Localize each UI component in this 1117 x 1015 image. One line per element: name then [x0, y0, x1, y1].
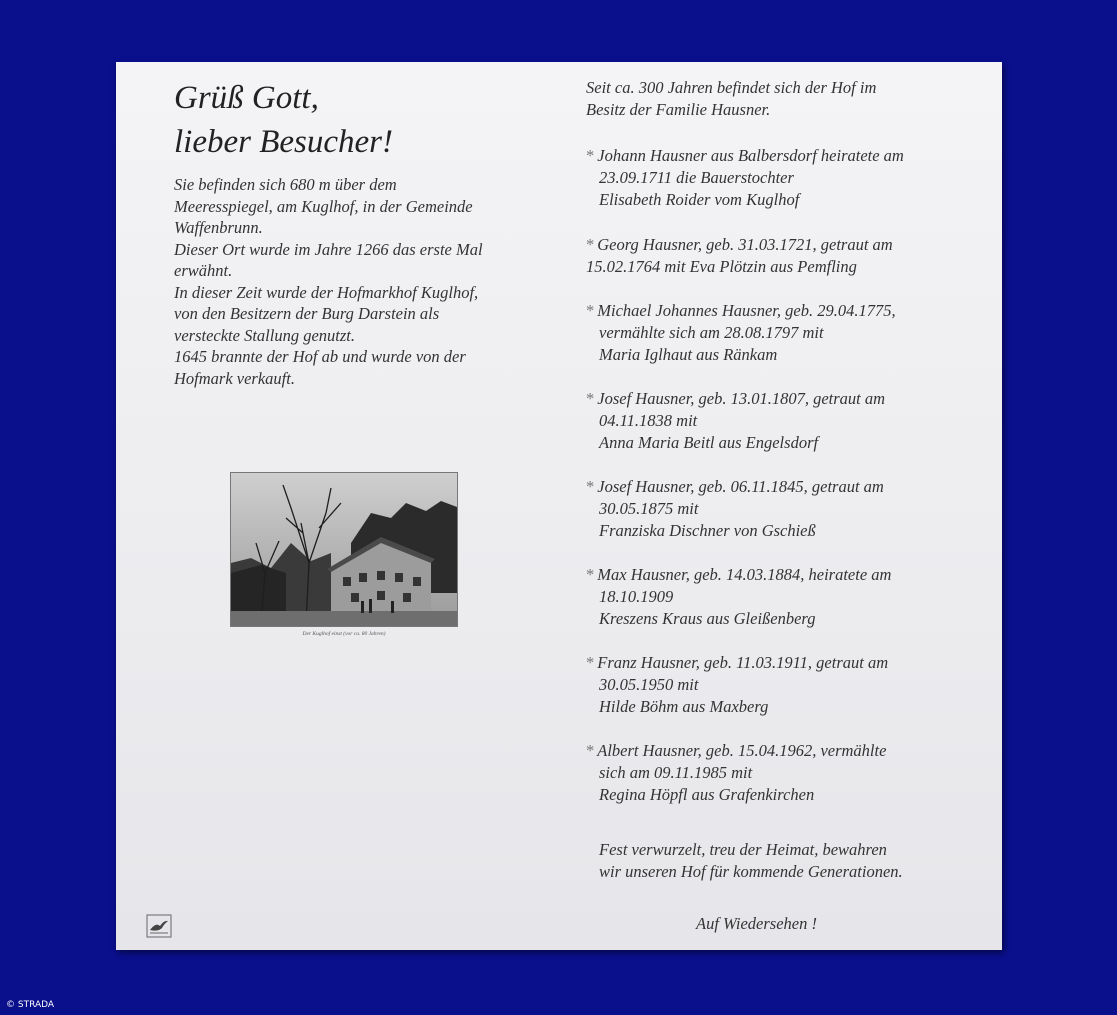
closing-statement — [599, 839, 903, 883]
entry-line: Josef Hausner, geb. 13.01.1807, getraut am — [597, 389, 886, 408]
entry-line: Regina Höpfl aus Grafenkirchen — [599, 785, 815, 804]
history-intro — [586, 77, 986, 121]
bullet-asterisk: * — [586, 741, 595, 760]
bullet-asterisk: * — [586, 389, 595, 408]
intro-line: erwähnt. — [174, 261, 233, 280]
entry-line: Anna Maria Beitl aus Engelsdorf — [599, 433, 819, 452]
closing-line: wir unseren Hof für kommende Generationen. — [599, 862, 903, 881]
entry-line: 30.05.1875 mit — [599, 499, 699, 518]
bullet-asterisk: * — [586, 653, 595, 672]
intro-text — [174, 174, 544, 389]
intro-line: In dieser Zeit wurde der Hofmarkhof Kuglhof, — [174, 282, 479, 302]
closing-line: Fest verwurzelt, treu der Heimat, bewahren — [599, 840, 887, 859]
photo-caption: Der Kuglhof einst (vor ca. 80 Jahren) — [302, 631, 386, 637]
heading-line: lieber Besucher! — [174, 124, 393, 160]
history-intro-line: Seit ca. 300 Jahren befindet sich der Hof im — [586, 78, 877, 97]
intro-line: Hofmark verkauft. — [174, 368, 295, 388]
genealogy-entry — [586, 652, 888, 718]
genealogy-entry — [586, 388, 885, 454]
bullet-asterisk: * — [586, 146, 595, 165]
copyright-notice: © STRADA — [6, 1000, 55, 1010]
farmhouse-photo-image — [231, 473, 457, 626]
genealogy-entry — [586, 145, 904, 211]
family-history — [586, 77, 986, 881]
intro-line: Sie befinden sich 680 m über dem — [174, 175, 397, 194]
farmhouse-photo — [230, 472, 458, 627]
entry-line: Michael Johannes Hausner, geb. 29.04.1775, — [597, 301, 896, 320]
entry-line: 23.09.1711 die Bauerstochter — [599, 168, 794, 187]
history-intro-line: Besitz der Familie Hausner. — [586, 100, 771, 119]
entry-line: 15.02.1764 mit Eva Plötzin aus Pemfling — [586, 257, 857, 276]
entry-line: Maria Iglhaut aus Ränkam — [599, 345, 778, 364]
entry-line: Franziska Dischner von Gschieß — [599, 521, 816, 540]
entry-line: 04.11.1838 mit — [599, 411, 698, 430]
sign-heading — [174, 76, 393, 164]
farewell-text: Auf Wiedersehen ! — [696, 914, 817, 933]
entry-line: sich am 09.11.1985 mit — [599, 763, 753, 782]
bird-logo-icon — [146, 914, 172, 938]
intro-line: Waffenbrunn. — [174, 218, 263, 237]
genealogy-entry — [586, 564, 891, 630]
intro-line: 1645 brannte der Hof ab und wurde von der — [174, 347, 466, 366]
entry-line: Albert Hausner, geb. 15.04.1962, vermählte — [597, 741, 887, 760]
genealogy-entry — [586, 476, 884, 542]
information-sign — [116, 62, 1002, 950]
genealogy-entry — [586, 300, 896, 366]
bullet-asterisk: * — [586, 301, 595, 320]
genealogy-entry — [586, 234, 893, 278]
heading-line: Grüß Gott, — [174, 80, 319, 116]
entry-line: 18.10.1909 — [599, 587, 674, 606]
intro-line: Dieser Ort wurde im Jahre 1266 das erste Mal — [174, 239, 483, 259]
entry-line: Elisabeth Roider vom Kuglhof — [599, 190, 800, 209]
entry-line: Hilde Böhm aus Maxberg — [599, 697, 769, 716]
genealogy-entry — [586, 740, 886, 806]
intro-line: Meeresspiegel, am Kuglhof, in der Gemeinde — [174, 196, 473, 216]
entry-line: Johann Hausner aus Balbersdorf heiratete am — [597, 146, 904, 165]
entry-line: Josef Hausner, geb. 06.11.1845, getraut am — [597, 477, 884, 496]
bullet-asterisk: * — [586, 565, 595, 584]
entry-line: 30.05.1950 mit — [599, 675, 699, 694]
intro-line: versteckte Stallung genutzt. — [174, 325, 355, 345]
entry-line: Max Hausner, geb. 14.03.1884, heiratete am — [597, 565, 892, 584]
entry-line: Franz Hausner, geb. 11.03.1911, getraut am — [597, 653, 889, 672]
bullet-asterisk: * — [586, 477, 595, 496]
entry-line: Georg Hausner, geb. 31.03.1721, getraut am — [597, 235, 893, 254]
bullet-asterisk: * — [586, 235, 595, 254]
entry-line: Kreszens Kraus aus Gleißenberg — [599, 609, 816, 628]
intro-line: von den Besitzern der Burg Darstein als — [174, 304, 440, 323]
entry-line: vermählte sich am 28.08.1797 mit — [599, 323, 824, 342]
